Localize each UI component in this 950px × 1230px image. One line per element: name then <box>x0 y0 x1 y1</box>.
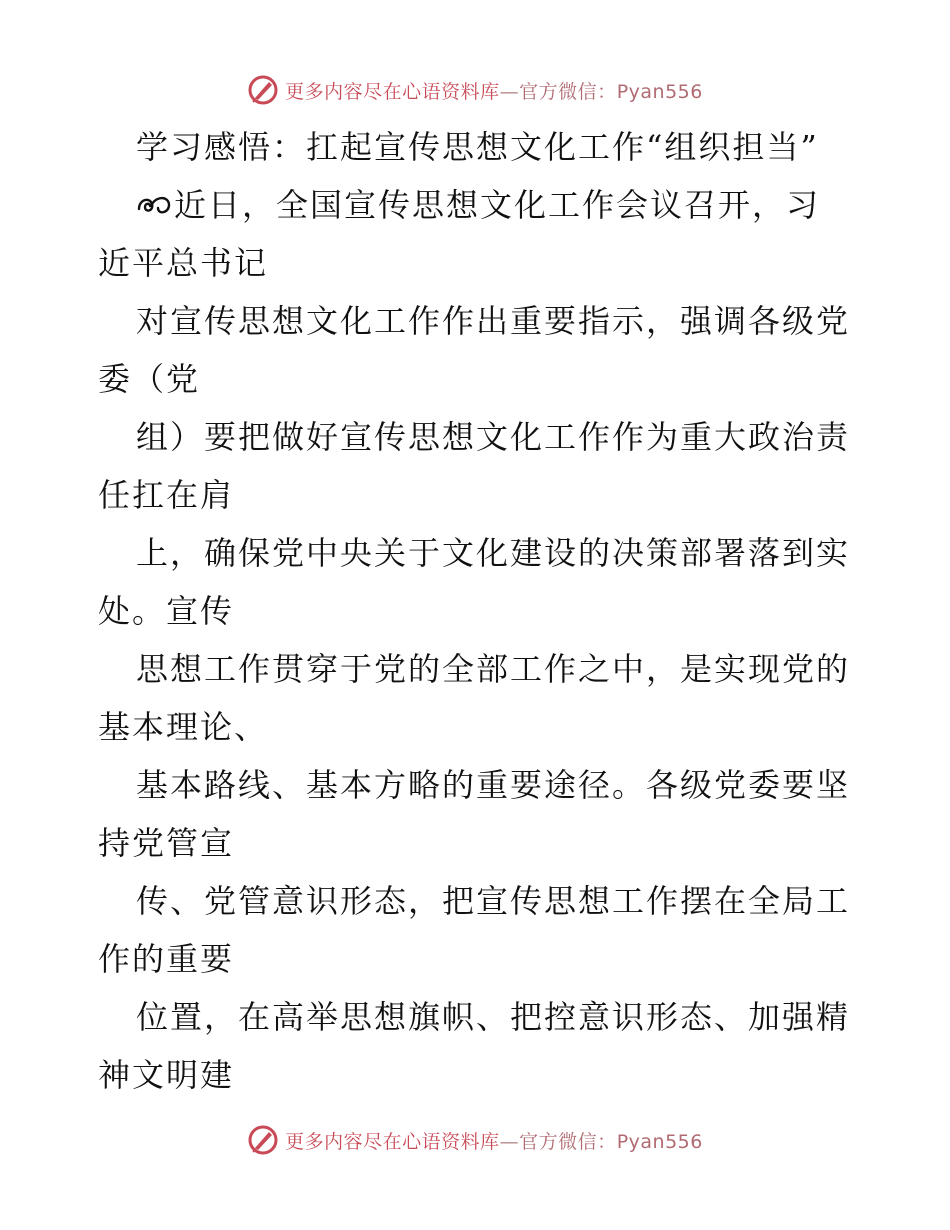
paragraph-line-1 <box>98 176 858 234</box>
paragraph-line-7: 上，确保党中央关于文化建设的决策部署落到实 <box>136 534 851 572</box>
document-title: 学习感悟：扛起宣传思想文化工作“组织担当” <box>136 128 819 166</box>
paragraph-line-11: 基本路线、基本方略的重要途径。各级党委要坚 <box>136 766 851 804</box>
footer-banner <box>0 1120 950 1160</box>
header-banner <box>0 70 950 110</box>
paragraph-line-8: 处。宣传 <box>98 592 235 630</box>
footer-banner-text <box>285 1127 703 1154</box>
header-banner-text <box>285 77 703 104</box>
swirl-ornament-icon <box>136 179 172 207</box>
paragraph-line-15: 位置，在高举思想旗帜、把控意识形态、加强精 <box>136 998 851 1036</box>
header-separator: — <box>499 80 520 103</box>
footer-wechat-id: Pyan556 <box>616 1130 703 1153</box>
paragraph-line-6: 任扛在肩 <box>98 476 235 514</box>
feather-pen-logo-icon <box>247 74 279 106</box>
paragraph-line-12: 持党管宣 <box>98 824 235 862</box>
document-body <box>98 118 858 1104</box>
feather-pen-logo-icon <box>247 1124 279 1156</box>
header-wechat-label: 官方微信： <box>519 80 617 103</box>
paragraph-line-14: 作的重要 <box>98 940 235 978</box>
footer-site-text: 更多内容尽在心语资料库 <box>285 1130 500 1153</box>
footer-wechat-label: 官方微信： <box>519 1130 617 1153</box>
paragraph-line-3: 对宣传思想文化工作作出重要指示，强调各级党 <box>136 302 851 340</box>
header-site-text: 更多内容尽在心语资料库 <box>285 80 500 103</box>
paragraph-line-2: 近平总书记 <box>98 244 269 282</box>
paragraph-line-10: 基本理论、 <box>98 708 269 746</box>
paragraph-line-5: 组）要把做好宣传思想文化工作作为重大政治责 <box>136 418 851 456</box>
paragraph-line-9: 思想工作贯穿于党的全部工作之中，是实现党的 <box>136 650 851 688</box>
paragraph-line-13: 传、党管意识形态，把宣传思想工作摆在全局工 <box>136 882 851 920</box>
header-wechat-id: Pyan556 <box>616 80 703 103</box>
paragraph-line-16: 神文明建 <box>98 1056 235 1094</box>
footer-separator: — <box>499 1130 520 1153</box>
paragraph-line-1-text: 近日，全国宣传思想文化工作会议召开，习 <box>174 186 821 224</box>
paragraph-line-4: 委（党 <box>98 360 201 398</box>
